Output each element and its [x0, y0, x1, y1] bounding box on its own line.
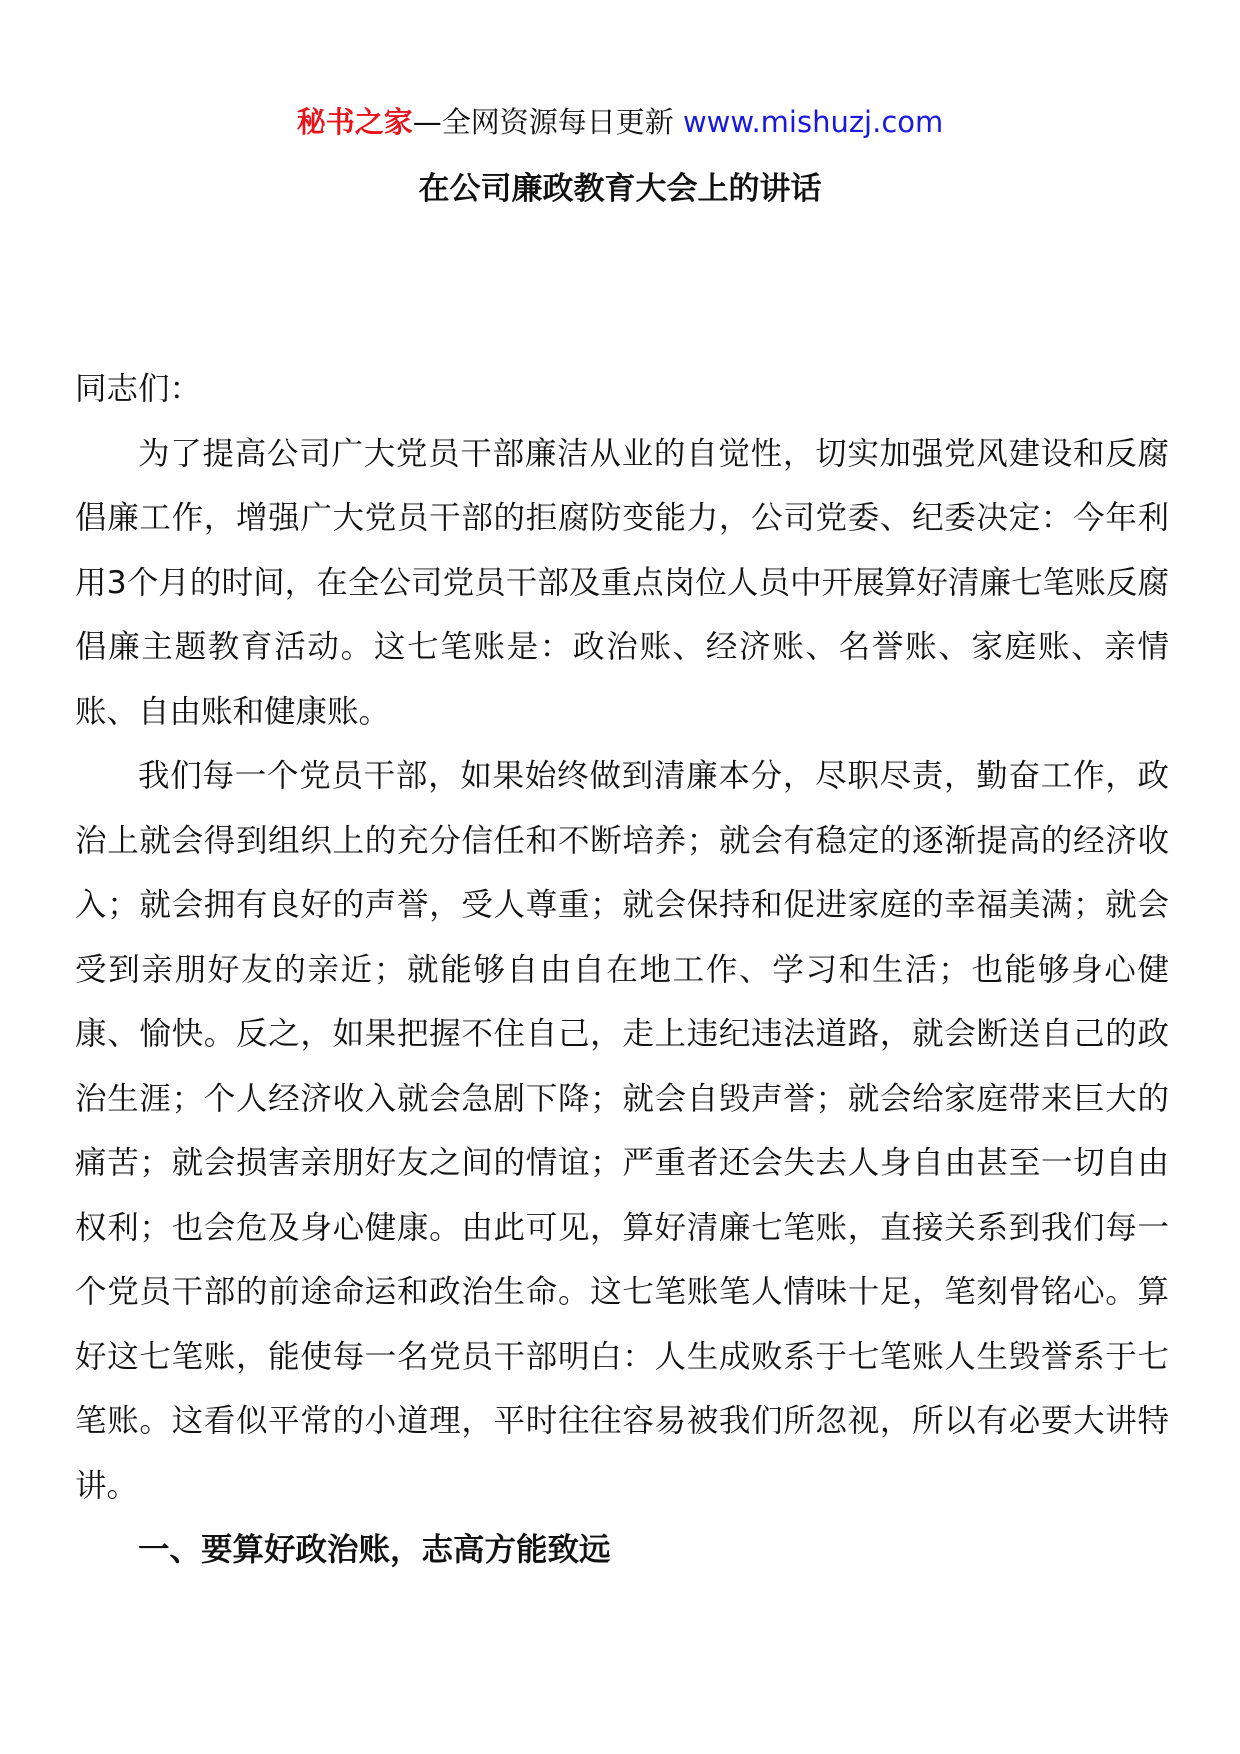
document-body: [75, 357, 1169, 1583]
site-url-link[interactable]: www.mishuzj.com: [682, 105, 944, 139]
body-paragraph: 为了提高公司广大党员干部廉洁从业的自觉性，切实加强党风建设和反腐倡廉工作，增强广大党员干部的拒腐防变能力，公司党委、纪委决定：今年利用3个月的时间，在全公司党员干部及重点岗位人员中开展算好清廉七笔账反腐倡廉主题教育活动。这七笔账是：政治账、经济账、名誉账、家庭账、亲情账、自由账和健康账。: [75, 435, 1169, 730]
section-heading: 一、要算好政治账，志高方能致远: [138, 1532, 611, 1568]
site-header: [0, 102, 1240, 142]
body-paragraph: 我们每一个党员干部，如果始终做到清廉本分，尽职尽责，勤奋工作，政治上就会得到组织上的充分信任和不断培养；就会有稳定的逐渐提高的经济收入；就会拥有良好的声誉，受人尊重；就会保持和促进家庭的幸福美满；就会受到亲朋好友的亲近；就能够自由自在地工作、学习和生活；也能够身心健康、愉快。反之，如果把握不住自己，走上违纪违法道路，就会断送自己的政治生涯；个人经济收入就会急剧下降；就会自毁声誉；就会给家庭带来巨大的痛苦；就会损害亲朋好友之间的情谊；严重者还会失去人身自由甚至一切自由权利；也会危及身心健康。由此可见，算好清廉七笔账，直接关系到我们每一个党员干部的前途命运和政治生命。这七笔账笔人情味十足，笔刻骨铭心。算好这七笔账，能使每一名党员干部明白：人生成败系于七笔账人生毁誉系于七笔账。这看似平常的小道理，平时往往容易被我们所忽视，所以有必要大讲特讲。: [75, 758, 1169, 1504]
document-title: 在公司廉政教育大会上的讲话: [418, 171, 822, 207]
site-tagline: —全网资源每日更新: [412, 105, 683, 139]
salutation: 同志们：: [75, 371, 202, 407]
site-brand: 秘书之家: [296, 105, 413, 139]
